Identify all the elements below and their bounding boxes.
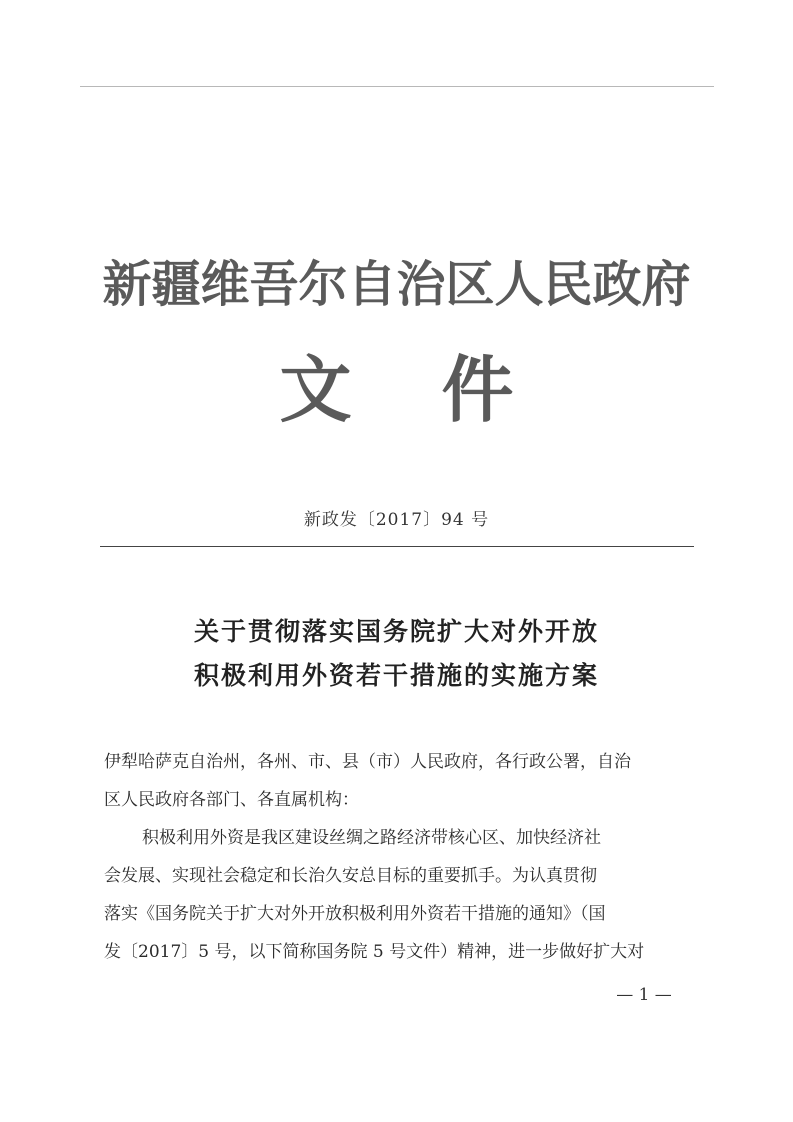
body-paragraph	[104, 819, 690, 971]
document-title-line-2: 积极利用外资若干措施的实施方案	[193, 661, 599, 690]
top-rule	[80, 86, 714, 87]
separator-rule	[100, 546, 694, 547]
recipients-line: 区人民政府各部门、各直属机构：	[104, 790, 359, 810]
paragraph-line: 积极利用外资是我区建设丝绸之路经济带核心区、加快经济社	[142, 828, 601, 848]
page-number: — 1 —	[616, 985, 672, 1005]
recipients-line: 伊犁哈萨克自治州，各州、市、县（市）人民政府，各行政公署，自治	[104, 752, 631, 772]
document-number: 新政发〔2017〕94 号	[303, 510, 490, 530]
issuing-authority: 新疆维吾尔自治区人民政府	[102, 256, 691, 313]
recipients	[104, 743, 690, 819]
document-type: 文件	[279, 348, 604, 432]
paragraph-line: 发〔2017〕5 号，以下简称国务院 5 号文件）精神，进一步做好扩大对	[104, 942, 645, 962]
document-title-line-1: 关于贯彻落实国务院扩大对外开放	[193, 617, 599, 646]
paragraph-line: 会发展、实现社会稳定和长治久安总目标的重要抓手。为认真贯彻	[104, 866, 597, 886]
paragraph-line: 落实《国务院关于扩大对外开放积极利用外资若干措施的通知》（国	[104, 904, 606, 924]
